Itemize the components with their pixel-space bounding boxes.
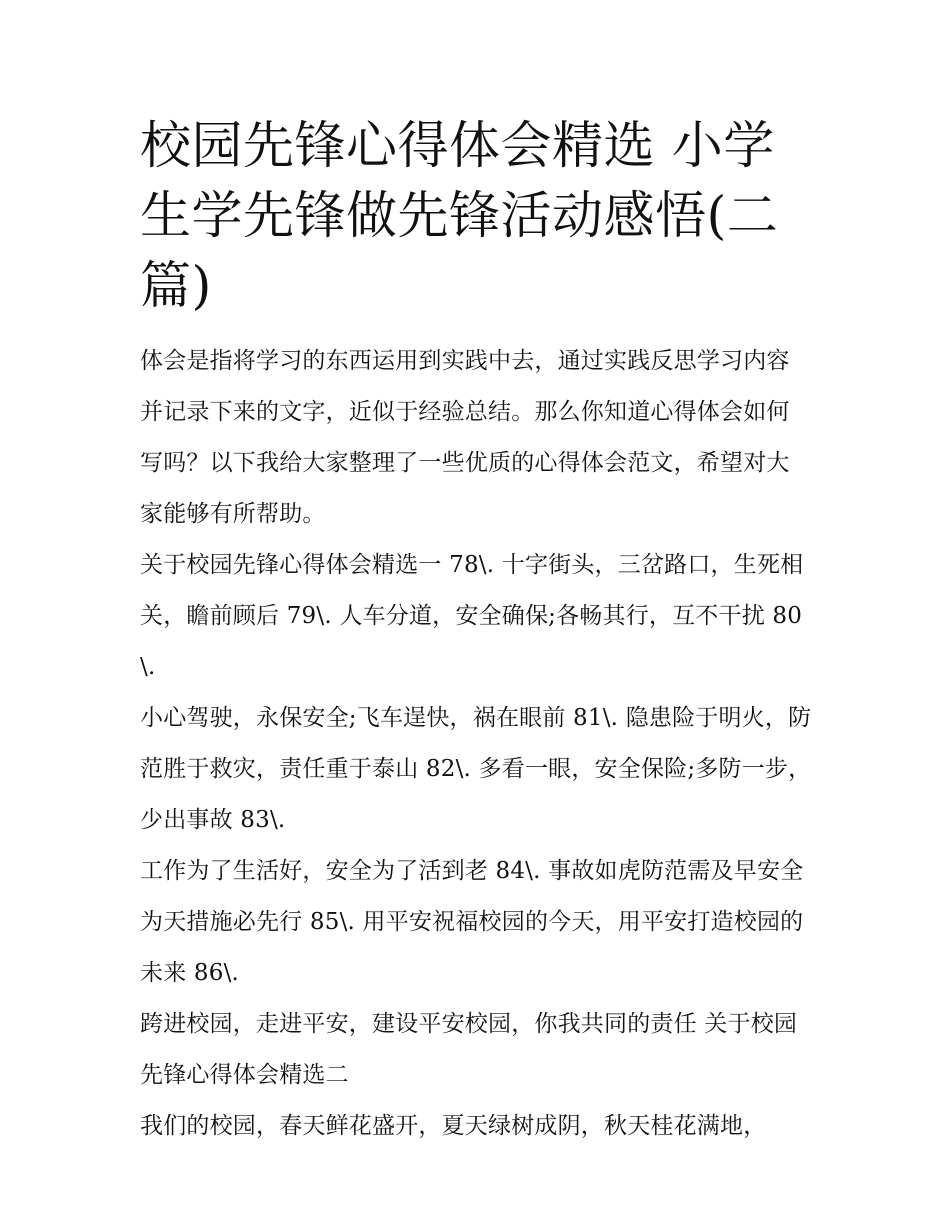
paragraph-2: 小心驾驶，永保安全;飞车逞快，祸在眼前 81\. 隐患险于明火，防范胜于救灾，责任重于泰山 82\. 多看一眼，安全保险;多防一步，少出事故 83\. — [140, 705, 812, 833]
paragraph-1: 关于校园先锋心得体会精选一 78\. 十字街头，三岔路口，生死相关，瞻前顾后 79\. 人车分道，安全确保;各畅其行，互不干扰 80\. — [140, 552, 804, 680]
document-title: 校园先锋心得体会精选 小学生学先锋做先锋活动感悟(二篇) — [140, 117, 779, 316]
paragraph-5: 我们的校园，春天鲜花盛开，夏天绿树成阴，秋天桂花满地， — [140, 1113, 767, 1139]
document-page — [140, 112, 812, 1152]
paragraph-3: 工作为了生活好，安全为了活到老 84\. 事故如虎防范需及早安全为天措施必先行 85\. 用平安祝福校园的今天，用平安打造校园的未来 86\. — [140, 858, 804, 986]
paragraph-intro: 体会是指将学习的东西运用到实践中去，通过实践反思学习内容并记录下来的文字，近似于经验总结。那么你知道心得体会如何写吗？以下我给大家整理了一些优质的心得体会范文，希望对大家能够有所帮助。 — [140, 348, 790, 527]
paragraph-4: 跨进校园，走进平安，建设平安校园，你我共同的责任 关于校园先锋心得体会精选二 — [140, 1011, 798, 1088]
